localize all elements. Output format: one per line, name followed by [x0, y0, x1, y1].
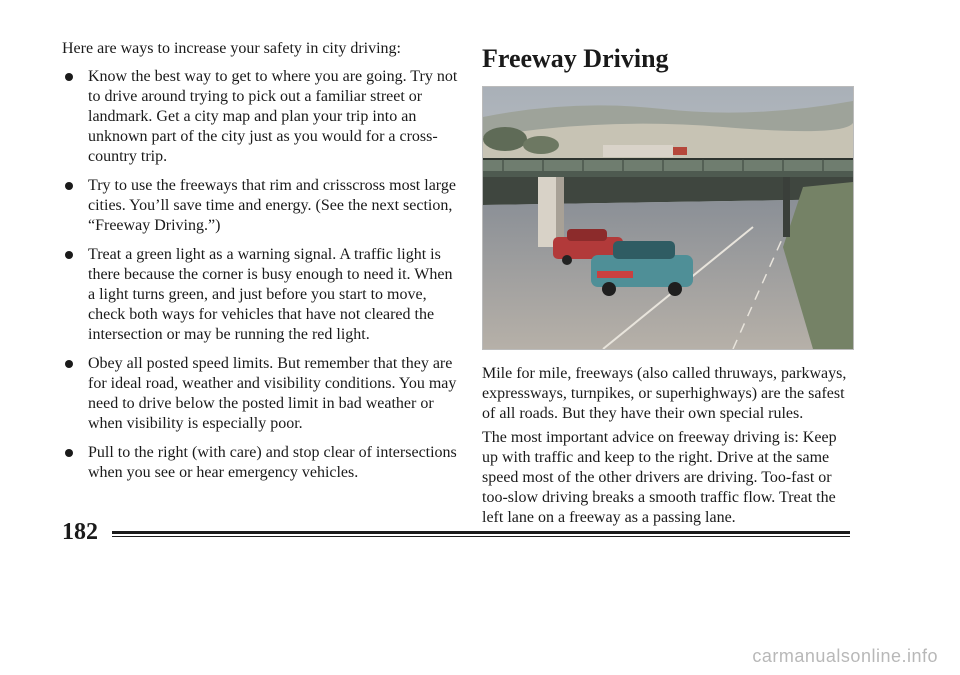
bullet-icon: [65, 360, 73, 368]
list-item: [62, 245, 462, 345]
tip-text: Treat a green light as a warning signal. A traffic light is there because the corner is busy enough to need it. When a light turns green, and just before you start to move, check both ways for vehicles that have not cleared the intersection or may be running the red light.: [88, 246, 453, 343]
watermark: carmanualsonline.info: [752, 646, 938, 666]
freeway-illustration: [482, 86, 854, 350]
bullet-icon: [65, 251, 73, 259]
freeway-paragraph: Mile for mile, freeways (also called thruways, parkways, expressways, turnpikes, or superhighways) are the safest of all roads. But they have their own special rules.: [482, 365, 847, 422]
bullet-icon: [65, 73, 73, 81]
section-title: Freeway Driving: [482, 44, 669, 73]
city-driving-tips: [62, 67, 462, 483]
city-driving-column: [62, 38, 462, 492]
list-item: [62, 67, 462, 167]
footer-rule: [112, 531, 850, 538]
tip-text: Try to use the freeways that rim and crisscross most large cities. You’ll save time and energy. (See the next section, “Freeway Driving.”): [88, 177, 456, 234]
list-item: [62, 176, 462, 236]
freeway-driving-column: [482, 44, 854, 532]
list-item: [62, 443, 462, 483]
bullet-icon: [65, 182, 73, 190]
city-driving-intro: Here are ways to increase your safety in city driving:: [62, 40, 401, 57]
list-item: [62, 354, 462, 434]
tip-text: Know the best way to get to where you are going. Try not to drive around trying to pick out a familiar street or landmark. Get a city map and plan your trip into an unknown part of the city just as you would for a cross-country trip.: [88, 68, 458, 165]
freeway-paragraph: The most important advice on freeway driving is: Keep up with traffic and keep to the right. Drive at the same speed most of the other drivers are driving. Too-fast or too-slow driving breaks a smooth traffic flow. Treat the left lane on a freeway as a passing lane.: [482, 429, 837, 526]
tip-text: Obey all posted speed limits. But remember that they are for ideal road, weather and visibility conditions. You may need to drive below the posted limit in bad weather or when visibility is especially poor.: [88, 355, 457, 432]
tip-text: Pull to the right (with care) and stop clear of intersections when you see or hear emergency vehicles.: [88, 444, 457, 481]
page-number: 182: [62, 519, 98, 545]
bullet-icon: [65, 449, 73, 457]
